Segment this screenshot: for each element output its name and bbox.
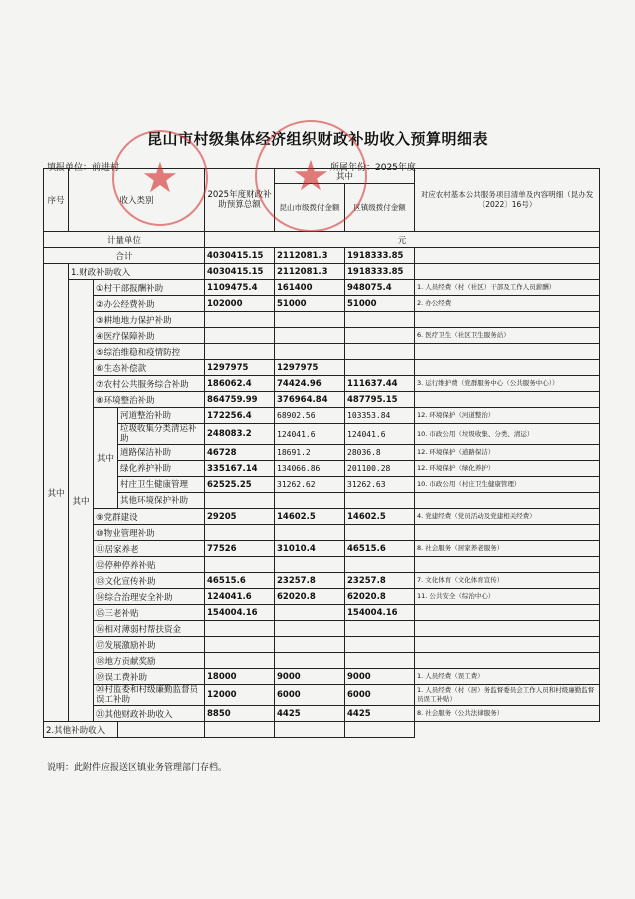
table-row [44,706,600,722]
other-cell [118,722,205,738]
other-cell [275,722,345,738]
item-budget [205,525,275,541]
item-town: 124041.6 [345,424,415,445]
item-town: 31262.63 [345,477,415,493]
item-label: ㉑其他财政补助收入 [94,706,205,722]
item-note [415,557,600,573]
item-header: 收入类别 [69,169,205,232]
item-label: ⑨党群建设 [94,509,205,525]
footnote: 说明：此附件应报送区镇业务管理部门存档。 [47,763,228,773]
item-town: 23257.8 [345,573,415,589]
total-row [44,248,600,264]
item-budget: 29205 [205,509,275,525]
item-city: 31010.4 [275,541,345,557]
item-budget: 46515.6 [205,573,275,589]
item-label: ⑲误工费补助 [94,669,205,685]
unit-row [44,232,600,248]
item-note: 8. 社会服务（居家养老服务） [415,541,600,557]
official-seal-1 [112,130,208,226]
item-budget: 12000 [205,685,275,706]
item-note [415,360,600,376]
table-row [44,296,600,312]
table-row [44,477,600,493]
item-budget: 8850 [205,706,275,722]
other-row [44,722,600,738]
item-town: 6000 [345,685,415,706]
item-label: ②办公经费补助 [94,296,205,312]
item-label: ①村干部报酬补助 [94,280,205,296]
table-row [44,493,600,509]
other-label: 2.其他补助收入 [44,722,118,738]
table-row [44,424,600,445]
item-city: 376964.84 [275,392,345,408]
item-note [415,637,600,653]
item-label: ③耕地地力保护补助 [94,312,205,328]
item-budget: 1297975 [205,360,275,376]
item-label: ⑥生态补偿款 [94,360,205,376]
item-city: 31262.62 [275,477,345,493]
total-budget: 4030415.15 [205,248,275,264]
item-city: 1297975 [275,360,345,376]
table-row [44,328,600,344]
item-budget [205,653,275,669]
item-label: ⑯相对薄弱村帮扶资金 [94,621,205,637]
table-row [44,445,600,461]
item-budget [205,637,275,653]
item-label: ⑤综治维稳和疫情防控 [94,344,205,360]
item-city [275,605,345,621]
item-label: ⑬文化宣传补助 [94,573,205,589]
item-city [275,312,345,328]
item-note: 1. 人员经费（村（社区）干部及工作人员薪酬） [415,280,600,296]
item-note [415,312,600,328]
budget-table [43,168,600,738]
item-note: 7. 文化体育（文化体育宣传） [415,573,600,589]
item-city [275,653,345,669]
item-budget: 172256.4 [205,408,275,424]
item-town [345,653,415,669]
item-note: 12. 环境保护（道路保洁） [415,445,600,461]
item-label: ⑰发展激励补助 [94,637,205,653]
fiscal-label: 1.财政补助收入 [69,264,205,280]
item-city: 14602.5 [275,509,345,525]
item-town [345,312,415,328]
note-header: 对应农村基本公共服务项目清单及内容明细（昆办发〔2022〕16号） [415,169,600,232]
filling-unit: 填报单位：前进村 [47,163,120,173]
table-row [44,541,600,557]
item-label: ⑦农村公共服务综合补助 [94,376,205,392]
item-town: 46515.6 [345,541,415,557]
seq-header: 序号 [44,169,69,232]
table-row [44,589,600,605]
item-budget [205,557,275,573]
item-budget [205,344,275,360]
item-note: 10. 市政公用（村庄卫生健康管理） [415,477,600,493]
item-note: 10. 市政公用（垃圾收集、分类、清运） [415,424,600,445]
budget-header: 2025年度财政补助预算总额 [205,169,275,232]
table-row [44,408,600,424]
item-town [345,525,415,541]
item-budget [205,493,275,509]
item-budget: 46728 [205,445,275,461]
item-town: 28036.8 [345,445,415,461]
item-budget: 1109475.4 [205,280,275,296]
fiscal-city: 2112081.3 [275,264,345,280]
item-label: ⑭综合治理安全补助 [94,589,205,605]
table-row [44,557,600,573]
item-note [415,493,600,509]
item-note: 2. 办公经费 [415,296,600,312]
table-row [44,573,600,589]
report-year: 所属年份：2025年度 [330,163,416,173]
table-row [44,312,600,328]
item-note: 11. 公共安全（综治中心） [415,589,600,605]
item-town: 9000 [345,669,415,685]
item-town [345,557,415,573]
qizhong-inner: 其中 [69,280,94,722]
item-label: 道路保洁补助 [118,445,205,461]
table-row [44,280,600,296]
item-note: 1. 人员经费（误工费） [415,669,600,685]
city-header: 昆山市级拨付金额 [275,184,345,232]
item-budget: 186062.4 [205,376,275,392]
item-budget: 102000 [205,296,275,312]
table-row [44,621,600,637]
total-town: 1918333.85 [345,248,415,264]
item-town [345,344,415,360]
item-budget: 62525.25 [205,477,275,493]
item-note: 4. 党建经费（党员活动及党建相关经费） [415,509,600,525]
item-town: 948075.4 [345,280,415,296]
item-city [275,493,345,509]
item-city [275,621,345,637]
fiscal-town: 1918333.85 [345,264,415,280]
other-cell [345,722,415,738]
town-header: 区镇级拨付金额 [345,184,415,232]
total-label: 合计 [44,248,205,264]
item-city: 51000 [275,296,345,312]
item-city: 161400 [275,280,345,296]
item-city [275,328,345,344]
item-budget [205,621,275,637]
item-note: 6. 医疗卫生（社区卫生服务站） [415,328,600,344]
item-note: 1. 人员经费（村（居）务监督委员会工作人员和村级廉勤监督员误工补贴） [415,685,600,706]
item-city [275,557,345,573]
table-row [44,461,600,477]
table-row [44,605,600,621]
item-label: ⑳村监委和村级廉勤监督员误工补助 [94,685,205,706]
item-town: 111637.44 [345,376,415,392]
item-budget: 864759.99 [205,392,275,408]
qizhong-outer: 其中 [44,264,69,722]
item-city: 62020.8 [275,589,345,605]
item-label: ④医疗保障补助 [94,328,205,344]
item-label: ⑱地方贡献奖励 [94,653,205,669]
item-label: ⑫停种停养补贴 [94,557,205,573]
fiscal-note [415,264,600,280]
table-row [44,344,600,360]
seal-star-icon: ★ [141,153,179,202]
item-label: ⑪居家养老 [94,541,205,557]
page-title: 昆山市村级集体经济组织财政补助收入预算明细表 [146,130,488,148]
total-city: 2112081.3 [275,248,345,264]
item-budget: 18000 [205,669,275,685]
item-city [275,525,345,541]
item-label: ⑩物业管理补助 [94,525,205,541]
table-row [44,509,600,525]
unit-label: 计量单位 [44,232,205,248]
item-label: 其他环境保护补助 [118,493,205,509]
item-town [345,360,415,376]
fiscal-row [44,264,600,280]
item-city: 6000 [275,685,345,706]
item-budget: 154004.16 [205,605,275,621]
item-town [345,621,415,637]
unit-value: 元 [205,232,600,248]
item-city [275,637,345,653]
table-row [44,637,600,653]
item-town: 154004.16 [345,605,415,621]
item-budget: 248083.2 [205,424,275,445]
item-city: 4425 [275,706,345,722]
qizhong-env: 其中 [94,408,118,509]
item-city [275,344,345,360]
item-town: 14602.5 [345,509,415,525]
official-seal-2 [255,120,367,232]
item-town: 4425 [345,706,415,722]
item-town: 62020.8 [345,589,415,605]
item-town [345,637,415,653]
item-note [415,344,600,360]
item-note [415,392,600,408]
item-budget: 335167.14 [205,461,275,477]
item-note: 8. 社会服务（公共法律服务） [415,706,600,722]
item-budget: 77526 [205,541,275,557]
item-note [415,525,600,541]
table-row [44,376,600,392]
item-label: 村庄卫生健康管理 [118,477,205,493]
item-city: 74424.96 [275,376,345,392]
item-budget [205,328,275,344]
table-row [44,685,600,706]
table-row [44,525,600,541]
item-budget [205,312,275,328]
table-row [44,653,600,669]
item-label: 河道整治补助 [118,408,205,424]
item-note [415,621,600,637]
item-note: 12. 环境保护（绿化养护） [415,461,600,477]
fiscal-budget: 4030415.15 [205,264,275,280]
item-label: 绿化养护补助 [118,461,205,477]
item-note: 12. 环境保护（河道整治） [415,408,600,424]
item-city: 23257.8 [275,573,345,589]
item-label: ⑧环境整治补助 [94,392,205,408]
item-town: 51000 [345,296,415,312]
item-town [345,493,415,509]
item-label: ⑮三老补贴 [94,605,205,621]
table-row [44,392,600,408]
seal-star-icon: ★ [292,151,330,200]
item-town: 201100.28 [345,461,415,477]
total-note [415,248,600,264]
sub-header: 其中 [275,169,415,184]
item-town [345,328,415,344]
item-budget: 124041.6 [205,589,275,605]
item-city: 18691.2 [275,445,345,461]
item-city: 68902.56 [275,408,345,424]
item-city: 124041.6 [275,424,345,445]
item-city: 9000 [275,669,345,685]
other-cell [205,722,275,738]
item-town: 103353.84 [345,408,415,424]
table-row [44,669,600,685]
item-note: 3. 运行维护费（党群服务中心（公共服务中心）） [415,376,600,392]
table-row [44,360,600,376]
item-city: 134066.86 [275,461,345,477]
item-note [415,605,600,621]
item-town: 487795.15 [345,392,415,408]
item-label: 垃圾收集分类清运补助 [118,424,205,445]
item-note [415,653,600,669]
